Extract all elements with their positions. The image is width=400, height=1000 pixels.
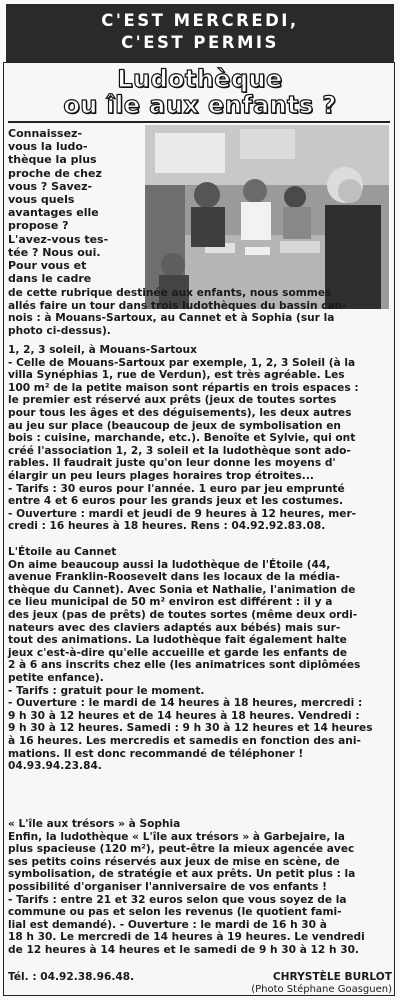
body-line: au jeu sur place (beaucoup de jeux de symbolisation en <box>8 419 341 432</box>
ile-aux-tresors-phone: Tél. : 04.92.38.96.48. <box>8 971 135 983</box>
body-line: de 12 heures à 14 heures et le samedi de 9 h 30 à 12 h 30. <box>8 943 359 956</box>
body-line: le premier est réservé aux prêts (jeux de toutes sortes <box>8 394 337 407</box>
section-header <box>6 4 394 62</box>
intro-line: vous la ludo- <box>8 140 88 154</box>
body-line: rables. Il faudrait juste qu'on leur donne les moyens d' <box>8 457 336 470</box>
body-line: ses petits coins réservés aux jeux de mise en scène, de <box>8 855 340 868</box>
section-header-line: C'EST PERMIS <box>121 33 279 52</box>
article-photo <box>145 125 389 309</box>
body-line: petite enfance). <box>8 671 104 684</box>
body-line: bois : cuisine, marchande, etc.). Benoîte et Sylvie, qui ont <box>8 432 356 445</box>
body-line: - Tarifs : gratuit pour le moment. <box>8 684 205 697</box>
body-line: 9 h 30 à 12 heures et de 14 heures à 18 heures. Vendredi : <box>8 709 360 722</box>
body-line: pour tous les âges et des déguisements), les deux autres <box>8 406 352 419</box>
section-heading: 1, 2, 3 soleil, à Mouans-Sartoux <box>8 344 197 356</box>
intro-continuation <box>8 287 393 337</box>
body-line: villa Synéphias 1, rue de Verdun), est très agréable. Les <box>8 369 345 382</box>
section-header-line: C'EST MERCREDI, <box>101 11 299 30</box>
body-line: symbolisation, de stratégie et aux prêts. Un petit plus : la <box>8 868 356 881</box>
body-line: tout des animations. La ludothèque fait également halte <box>8 634 347 647</box>
body-line: jeux c'est-à-dire qu'elle accueille et garde les enfants de <box>8 646 348 659</box>
intro-line: vous ? Savez- <box>8 179 93 193</box>
intro-line: propose ? <box>8 219 69 233</box>
intro-line: tée ? Nous oui. <box>8 245 101 259</box>
article-title <box>8 66 392 120</box>
body-line: photo ci-dessus). <box>8 324 111 337</box>
body-line: - Ouverture : mardi et jeudi de 9 heures à 12 heures, mer- <box>8 507 357 520</box>
intro-line: proche de chez <box>8 166 102 180</box>
body-line: élargir un peu leurs plages horaires trop étroites... <box>8 469 314 482</box>
body-line: nois : à Mouans-Sartoux, au Cannet et à Sophia (sur la <box>8 312 335 325</box>
intro-line: avantages elle <box>8 206 99 220</box>
body-line: credi : 16 heures à 18 heures. Rens : 04.92.92.83.08. <box>8 520 326 533</box>
body-line: possibilité d'organiser l'anniversaire de vos enfants ! <box>8 880 327 893</box>
body-line: 9 h 30 à 12 heures. Samedi : 9 h 30 à 12 heures et 14 heures <box>8 722 373 735</box>
section-heading: « L'île aux trésors » à Sophia <box>8 818 181 830</box>
body-line: 100 m² de la petite maison sont répartis en trois espaces : <box>8 381 359 394</box>
intro-line: dans le cadre <box>8 272 92 286</box>
body-line: thèque du Cannet). Avec Sonia et Nathalie, l'animation de <box>8 583 356 596</box>
body-line: ce lieu municipal de 50 m² environ est différent : il y a <box>8 596 333 609</box>
body-line: avenue Franklin-Roosevelt dans les locaux de la média- <box>8 571 340 584</box>
body-line: nateurs avec des claviers adaptés aux bébés) mais sur- <box>8 621 341 634</box>
body-line: mations. Il est donc recommandé de téléphoner ! <box>8 747 304 760</box>
title-line: ou île aux enfants ? <box>63 91 337 119</box>
body-line: - Celle de Mouans-Sartoux par exemple, 1, 2, 3 Soleil (à la <box>8 356 356 369</box>
body-line: créé l'association 1, 2, 3 soleil et la ludothèque sont ado- <box>8 444 351 457</box>
body-line: lial est demandé). - Ouverture : le mardi de 16 h 30 à <box>8 918 327 931</box>
intro-line: vous quels <box>8 193 75 207</box>
body-line: commune ou pas et selon les revenus (le quotient fami- <box>8 906 342 919</box>
photo-credit: (Photo Stéphane Goasguen) <box>251 984 392 995</box>
body-line: Enfin, la ludothèque « L'île aux trésors » à Garbejaire, la <box>8 830 345 843</box>
photo-children-playing <box>145 125 389 309</box>
body-line: des jeux (pas de prêts) de toutes sortes (même deux ordi- <box>8 608 358 621</box>
body-line: entre 4 et 6 euros pour les grands jeux et les costumes. <box>8 495 344 508</box>
body-line: de cette rubrique destinée aux enfants, nous sommes <box>8 287 332 299</box>
body-line: 2 à 6 ans inscrits chez elle (les animatrices sont diplômées <box>8 659 361 672</box>
body-line: 18 h 30. Le mercredi de 14 heures à 19 heures. Le vendredi <box>8 931 365 944</box>
body-line: - Ouverture : le mardi de 14 heures à 18 heures, mercredi : <box>8 697 363 710</box>
intro-line: L'avez-vous tes- <box>8 232 109 246</box>
section-mouans-sartoux <box>8 344 393 533</box>
section-heading: L'Étoile au Cannet <box>8 546 117 558</box>
section-ile-aux-tresors <box>8 818 393 957</box>
body-line: - Tarifs : 30 euros pour l'année. 1 euro par jeu emprunté <box>8 482 345 495</box>
intro-line: thèque la plus <box>8 153 97 167</box>
body-line: - Tarifs : entre 21 et 32 euros selon que vous soyez de la <box>8 893 347 906</box>
section-etoile-cannet <box>8 546 393 773</box>
intro-line: Pour vous et <box>8 259 87 273</box>
body-line: allés faire un tour dans trois ludothèques du bassin can- <box>8 299 347 312</box>
intro-line: Connaissez- <box>8 127 83 140</box>
body-line: On aime beaucoup aussi la ludothèque de l'Étoile (44, <box>8 558 331 571</box>
body-line: plus spacieuse (120 m²), peut-être la mieux agencée avec <box>8 843 355 856</box>
title-line: Ludothèque <box>117 65 283 93</box>
title-rule <box>8 121 390 123</box>
body-line: 04.93.94.23.84. <box>8 760 102 773</box>
body-line: à 16 heures. Les mercredis et samedis en fonction des ani- <box>8 734 361 747</box>
intro-lead <box>8 127 138 285</box>
author-signature: CHRYSTÈLE BURLOT <box>272 971 392 983</box>
